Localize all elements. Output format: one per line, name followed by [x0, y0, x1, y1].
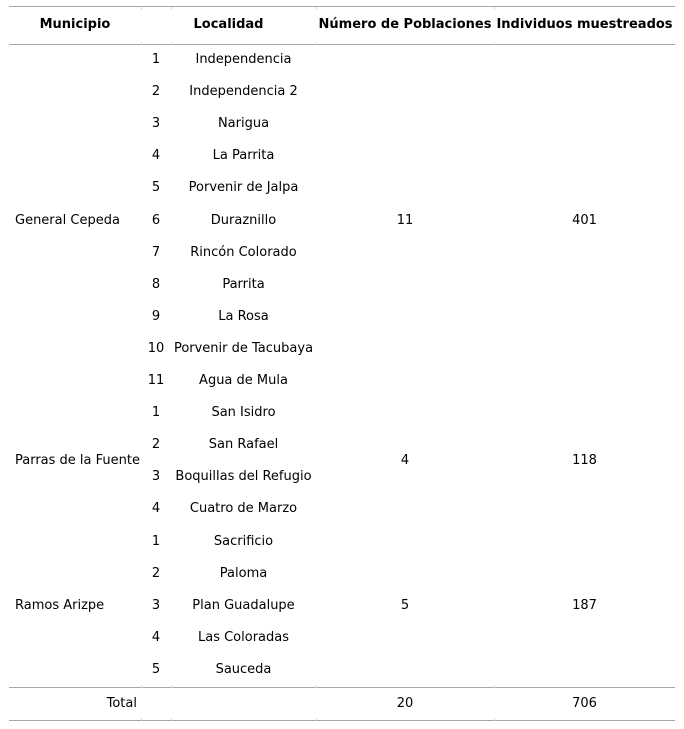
localidad-number: 11	[147, 373, 165, 388]
poblaciones-value: 11	[396, 213, 414, 228]
localidad-name: Agua de Mula	[199, 373, 288, 388]
municipio-group	[9, 397, 675, 525]
localidad-name: Sacrificio	[213, 533, 274, 549]
localidad-name: Paloma	[219, 565, 268, 581]
localidad-name: Cuatro de Marzo	[189, 501, 298, 517]
localidad-number: 2	[151, 437, 161, 453]
column-tick	[316, 7, 317, 10]
municipio-name: Ramos Arizpe	[15, 597, 105, 613]
localidad-number: 1	[151, 52, 161, 67]
municipio-name: Parras de la Fuente	[15, 453, 140, 469]
localidad-name: Porvenir de Tacubaya	[173, 340, 314, 356]
localidad-name: Plan Guadalupe	[192, 597, 295, 613]
localidad-number: 1	[151, 405, 161, 421]
localidad-number: 4	[151, 148, 161, 164]
localidad-number: 7	[151, 244, 161, 260]
column-tick	[494, 7, 495, 10]
localidad-number: 9	[151, 308, 161, 324]
total-poblaciones: 20	[396, 696, 414, 711]
column-tick	[316, 718, 317, 721]
header-poblaciones: Número de Poblaciones	[318, 17, 492, 32]
localidad-number: 2	[151, 565, 161, 581]
localidad-name: Porvenir de Jalpa	[188, 180, 299, 196]
column-tick	[316, 42, 317, 45]
column-tick	[141, 42, 142, 45]
localidad-name: Duraznillo	[210, 212, 277, 228]
municipio-group	[9, 526, 675, 687]
localidad-name: Boquillas del Refugio	[175, 469, 312, 485]
individuos-value: 118	[572, 453, 597, 469]
localidad-name: La Rosa	[218, 308, 269, 324]
localidad-number: 6	[151, 212, 161, 228]
localidad-number: 4	[151, 629, 161, 645]
localidad-name: Sauceda	[215, 661, 272, 677]
localidad-number: 5	[151, 661, 161, 677]
localidad-name: Independencia 2	[189, 84, 298, 100]
localidad-name: San Isidro	[211, 405, 276, 421]
localidad-name: Rincón Colorado	[190, 244, 297, 260]
individuos-value: 401	[572, 213, 597, 228]
localidad-number: 5	[151, 180, 161, 196]
column-tick	[494, 685, 495, 688]
localidad-number: 1	[151, 533, 161, 549]
localidad-name: Las Coloradas	[197, 629, 289, 645]
table-bottom-rule	[9, 720, 675, 721]
header-localidad: Localidad	[193, 17, 264, 32]
localidad-number: 8	[151, 276, 161, 292]
localidad-name: Narigua	[217, 116, 270, 132]
localidad-number: 2	[151, 84, 161, 100]
column-tick	[494, 42, 495, 45]
column-tick	[494, 718, 495, 721]
column-tick	[141, 685, 142, 688]
header-individuos: Individuos muestreados	[496, 17, 673, 32]
localidad-number: 10	[147, 340, 165, 356]
column-tick	[316, 685, 317, 688]
total-row	[9, 688, 675, 720]
localidad-number: 3	[151, 597, 161, 613]
header-municipio: Municipio	[39, 17, 111, 32]
localidad-name: San Rafael	[208, 437, 279, 453]
column-tick	[171, 7, 172, 10]
localidad-name: Parrita	[222, 276, 265, 292]
localidad-number: 3	[151, 469, 161, 485]
column-tick	[141, 7, 142, 10]
column-tick	[171, 42, 172, 45]
column-tick	[171, 718, 172, 721]
localidad-number: 3	[151, 116, 161, 132]
individuos-value: 187	[572, 597, 597, 613]
localidad-number: 4	[151, 501, 161, 517]
column-tick	[141, 718, 142, 721]
municipio-name: General Cepeda	[15, 213, 120, 228]
poblaciones-value: 4	[400, 453, 410, 469]
total-label: Total	[106, 696, 137, 711]
localidad-name: La Parrita	[212, 148, 275, 164]
column-tick	[171, 685, 172, 688]
municipio-group	[9, 44, 675, 397]
total-individuos: 706	[572, 696, 597, 711]
localidad-name: Independencia	[195, 52, 292, 67]
poblaciones-value: 5	[400, 597, 410, 613]
